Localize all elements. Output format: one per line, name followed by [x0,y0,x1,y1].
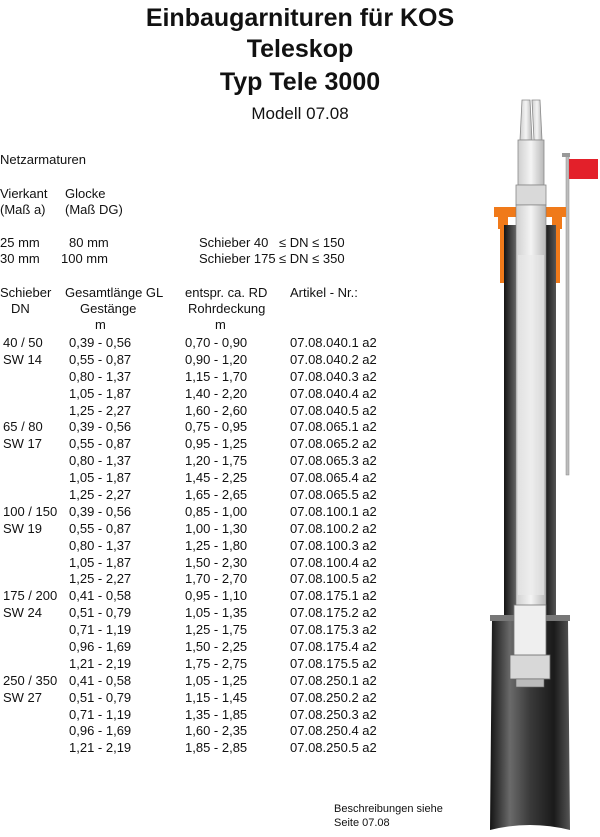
row-gl: 0,55 - 0,87 [69,436,132,452]
row-rd: 1,00 - 1,30 [185,520,248,536]
row-rd: 1,25 - 1,75 [185,622,248,638]
row-gl: 0,39 - 0,56 [69,503,132,519]
red-flag-marker [562,153,598,475]
table-row [0,403,400,420]
table-row [0,707,400,724]
footer-line-1: Beschreibungen siehe [334,803,443,815]
row-article-no: 07.08.040.2 a2 [290,351,377,367]
row-rd: 1,35 - 1,85 [185,706,248,722]
table-row [0,369,400,386]
row-article-no: 07.08.250.4 a2 [290,723,377,739]
row-dn: SW 17 [3,436,43,452]
row-rd: 0,95 - 1,25 [185,436,248,452]
row-article-no: 07.08.065.1 a2 [290,419,377,435]
row-gl: 1,05 - 1,87 [69,470,132,486]
vierkant-label: Vierkant [0,186,48,201]
row-dn: 100 / 150 [3,503,58,519]
row-article-no: 07.08.065.4 a2 [290,470,377,486]
row-article-no: 07.08.040.1 a2 [290,335,377,350]
row-gl: 0,51 - 0,79 [69,605,132,621]
row-article-no: 07.08.040.5 a2 [290,402,377,418]
size-schieber-1: Schieber 40 [199,235,269,250]
row-dn: 40 / 50 [3,335,43,350]
row-article-no: 07.08.175.4 a2 [290,639,377,655]
header-gestaenge: Gestänge [80,301,137,316]
vierkant-sub: (Maß a) [0,202,46,217]
row-gl: 0,80 - 1,37 [69,537,132,553]
telescope-drawing [470,95,600,830]
row-article-no: 07.08.100.2 a2 [290,520,377,536]
table-row [0,436,400,453]
row-article-no: 07.08.065.2 a2 [290,436,377,452]
row-rd: 1,05 - 1,25 [185,672,248,688]
table-row [0,673,400,690]
row-article-no: 07.08.175.2 a2 [290,605,377,621]
header-rd: entspr. ca. RD [185,285,268,300]
row-rd: 1,50 - 2,25 [185,639,248,655]
row-article-no: 07.08.100.4 a2 [290,554,377,570]
size-schieber-2: Schieber 175 [199,251,276,266]
row-rd: 1,25 - 1,80 [185,537,248,553]
row-gl: 1,05 - 1,87 [69,554,132,570]
table-row [0,555,400,572]
glocke-sub: (Maß DG) [65,202,123,217]
size-a-1: 25 mm [0,235,40,250]
row-rd: 1,15 - 1,45 [185,689,248,705]
size-range-2: ≤ DN ≤ 350 [279,251,345,266]
row-article-no: 07.08.250.5 a2 [290,740,377,756]
header-gl-unit: m [95,317,106,332]
row-article-no: 07.08.250.1 a2 [290,672,377,688]
size-dg-2: 100 mm [61,251,108,266]
row-dn: SW 27 [3,689,43,705]
header-artikel: Artikel - Nr.: [290,285,358,300]
row-article-no: 07.08.100.5 a2 [290,571,377,587]
row-dn: 175 / 200 [3,588,58,604]
header-dn: DN [11,301,30,316]
row-rd: 1,65 - 2,65 [185,487,248,503]
table-row [0,487,400,504]
row-gl: 0,39 - 0,56 [69,335,132,350]
row-rd: 1,15 - 1,70 [185,368,248,384]
row-article-no: 07.08.175.1 a2 [290,588,377,604]
table-row [0,690,400,707]
row-rd: 1,60 - 2,60 [185,402,248,418]
table-row [0,605,400,622]
row-dn: SW 14 [3,351,43,367]
header-gesamtlaenge: Gesamtlänge GL [65,285,164,300]
table-row [0,622,400,639]
row-rd: 1,45 - 2,25 [185,470,248,486]
bottom-bell [490,605,570,830]
size-range-1: ≤ DN ≤ 150 [279,235,345,250]
row-rd: 1,70 - 2,70 [185,571,248,587]
row-rd: 0,90 - 1,20 [185,351,248,367]
table-row [0,453,400,470]
row-gl: 0,71 - 1,19 [69,706,132,722]
row-gl: 0,96 - 1,69 [69,639,132,655]
row-rd: 1,05 - 1,35 [185,605,248,621]
row-gl: 1,25 - 2,27 [69,402,132,418]
row-article-no: 07.08.040.3 a2 [290,368,377,384]
row-article-no: 07.08.040.4 a2 [290,385,377,401]
row-article-no: 07.08.175.5 a2 [290,655,377,671]
spindle-top [516,100,546,205]
row-rd: 0,85 - 1,00 [185,503,248,519]
table-row [0,639,400,656]
table-row [0,470,400,487]
row-gl: 0,41 - 0,58 [69,588,132,604]
telescope-pipe [504,205,556,620]
row-gl: 1,25 - 2,27 [69,571,132,587]
section-heading: Netzarmaturen [0,152,86,167]
row-gl: 0,41 - 0,58 [69,672,132,688]
row-rd: 0,70 - 0,90 [185,335,248,350]
title-line-3: Typ Tele 3000 [219,68,381,96]
row-article-no: 07.08.250.3 a2 [290,706,377,722]
row-gl: 0,51 - 0,79 [69,689,132,705]
row-dn: 65 / 80 [3,419,43,435]
row-gl: 1,25 - 2,27 [69,487,132,503]
header-schieber: Schieber [0,285,52,300]
title-line-1: Einbaugarnituren für KOS [145,4,455,32]
row-article-no: 07.08.065.3 a2 [290,453,377,469]
row-rd: 1,60 - 2,35 [185,723,248,739]
row-rd: 1,20 - 1,75 [185,453,248,469]
row-article-no: 07.08.100.1 a2 [290,503,377,519]
table-row [0,504,400,521]
table-row [0,723,400,740]
row-gl: 1,21 - 2,19 [69,740,132,756]
table-row [0,419,400,436]
table-row [0,386,400,403]
row-dn: SW 19 [3,520,43,536]
table-row [0,740,400,757]
row-gl: 0,71 - 1,19 [69,622,132,638]
row-dn: 250 / 350 [3,672,58,688]
row-article-no: 07.08.100.3 a2 [290,537,377,553]
header-rd-unit: m [215,317,226,332]
header-rohrdeckung: Rohrdeckung [188,301,266,316]
row-rd: 0,95 - 1,10 [185,588,248,604]
table-row [0,521,400,538]
row-gl: 1,21 - 2,19 [69,655,132,671]
title-line-2: Teleskop [246,35,354,63]
table-row [0,571,400,588]
row-gl: 0,39 - 0,56 [69,419,132,435]
row-rd: 1,50 - 2,30 [185,554,248,570]
row-article-no: 07.08.175.3 a2 [290,622,377,638]
row-rd: 1,40 - 2,20 [185,385,248,401]
row-gl: 0,80 - 1,37 [69,368,132,384]
size-dg-1: 80 mm [69,235,109,250]
table-row [0,538,400,555]
row-gl: 0,55 - 0,87 [69,520,132,536]
footer-line-2: Seite 07.08 [334,817,390,829]
size-a-2: 30 mm [0,251,40,266]
glocke-label: Glocke [65,186,106,201]
row-rd: 0,75 - 0,95 [185,419,248,435]
table-row [0,335,400,352]
row-dn: SW 24 [3,605,43,621]
row-gl: 0,55 - 0,87 [69,351,132,367]
row-article-no: 07.08.065.5 a2 [290,487,377,503]
row-gl: 1,05 - 1,87 [69,385,132,401]
row-rd: 1,85 - 2,85 [185,740,248,756]
article-table [0,335,400,757]
row-gl: 0,80 - 1,37 [69,453,132,469]
row-rd: 1,75 - 2,75 [185,655,248,671]
row-gl: 0,96 - 1,69 [69,723,132,739]
table-row [0,656,400,673]
table-row [0,352,400,369]
row-article-no: 07.08.250.2 a2 [290,689,377,705]
model-label: Modell 07.08 [251,104,349,123]
table-row [0,588,400,605]
